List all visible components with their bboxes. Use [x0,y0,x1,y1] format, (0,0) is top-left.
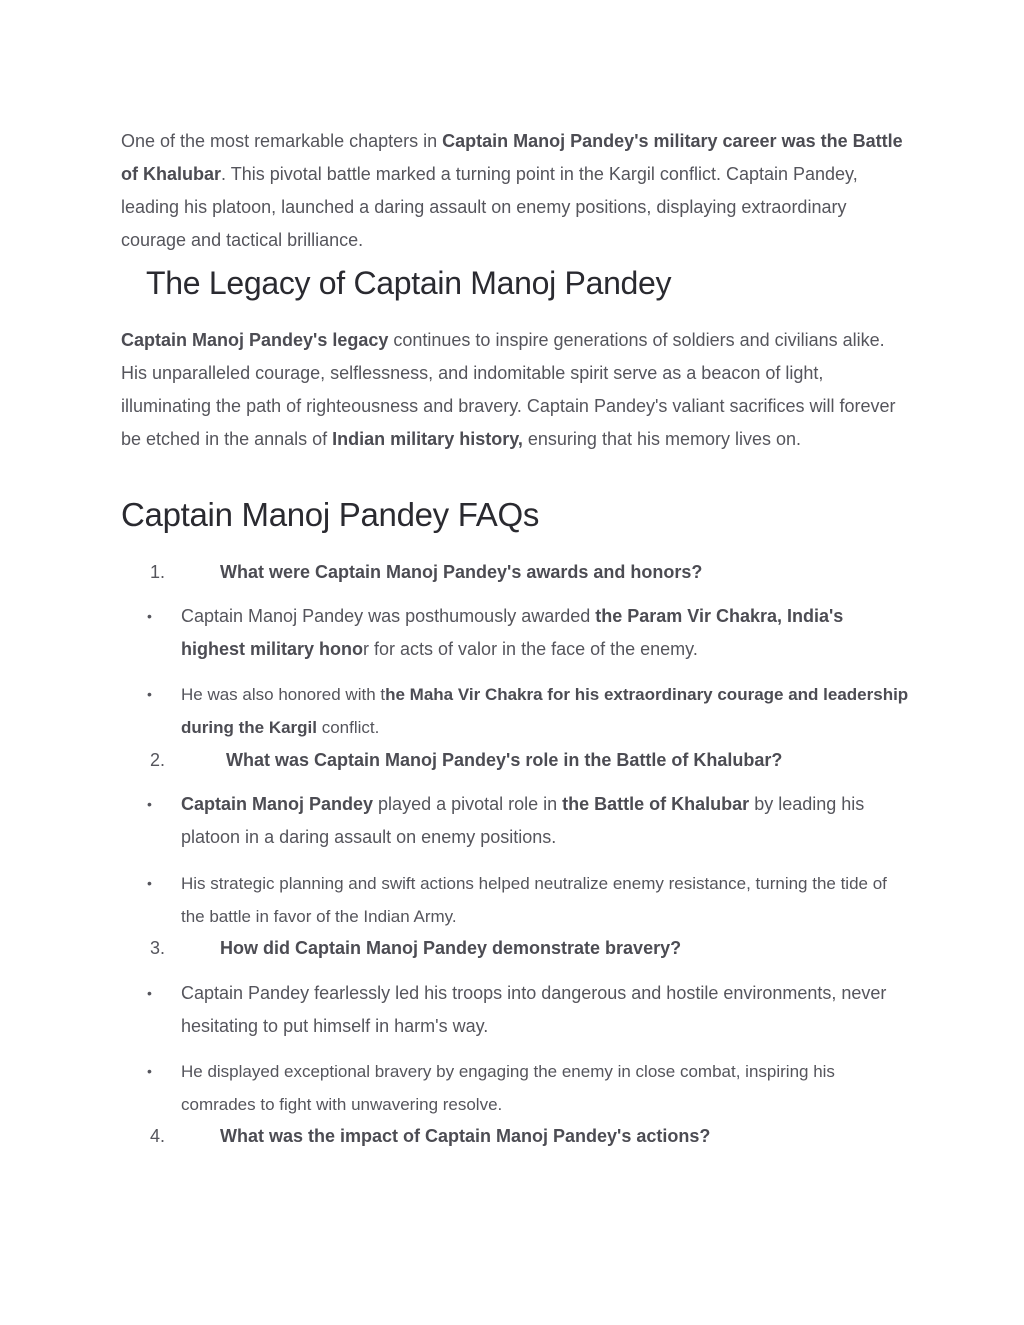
legacy-text-1: continues to inspire generations of soldiers and civilians alike. His unparalleled courage, selflessness, and indomitable spirit serve as a beacon of light, illuminating the path of righteousness and bravery. Captain Pandey's valiant sacrifices will forever be etched in the annals of [121,330,896,449]
question-number: 2. [150,750,166,770]
question-text: How did Captain Manoj Pandey demonstrate bravery? [220,938,682,958]
question-text: What were Captain Manoj Pandey's awards and honors? [220,562,703,582]
faq-heading: Captain Manoj Pandey FAQs [121,496,540,533]
legacy-bold-2: Indian military history, [332,429,523,449]
faq-answer-2-2: • His strategic planning and swift actions helped neutralize enemy resistance, turning the tide of the battle in favor of the Indian Army. [181,867,911,933]
bullet-icon: • [147,875,152,891]
bullet-icon: • [147,1063,152,1079]
intro-bold-1: Captain Manoj Pandey's military career was the Battle of Khalubar [121,131,903,184]
question-number: 4. [150,1126,166,1146]
faq-answer-3-1: • Captain Pandey fearlessly led his troops into dangerous and hostile environments, never hesitating to put himself in harm's way. [181,977,911,1043]
bullet-icon: • [147,985,152,1001]
bullet-icon: • [147,608,152,624]
intro-paragraph [121,125,911,257]
question-number: 1. [150,562,166,582]
faq-answer-1-2: • He was also honored with the Maha Vir Chakra for his extraordinary courage and leadership during the Kargil conflict. [181,678,911,744]
legacy-bold-1: Captain Manoj Pandey's legacy [121,330,389,350]
intro-text-1: One of the most remarkable chapters in [121,131,443,151]
faq-answer-2-1: • Captain Manoj Pandey played a pivotal role in the Battle of Khalubar by leading his platoon in a daring assault on enemy positions. [181,788,911,854]
legacy-paragraph [121,324,911,456]
legacy-text-2: ensuring that his memory lives on. [522,429,802,449]
bullet-icon: • [147,686,152,702]
bullet-icon: • [147,796,152,812]
question-text: What was Captain Manoj Pandey's role in the Battle of Khalubar? [226,750,783,770]
question-text: What was the impact of Captain Manoj Pandey's actions? [220,1126,711,1146]
question-number: 3. [150,938,166,958]
legacy-heading: The Legacy of Captain Manoj Pandey [146,265,672,301]
faq-answer-1-1: • Captain Manoj Pandey was posthumously awarded the Param Vir Chakra, India's highest military honor for acts of valor in the face of the enemy. [181,600,911,666]
faq-answer-3-2: • He displayed exceptional bravery by engaging the enemy in close combat, inspiring his comrades to fight with unwavering resolve. [181,1055,911,1121]
intro-text-2: . This pivotal battle marked a turning point in the Kargil conflict. Captain Pandey, leading his platoon, launched a daring assault on enemy positions, displaying extraordinary courage and tactical brilliance. [121,164,858,250]
